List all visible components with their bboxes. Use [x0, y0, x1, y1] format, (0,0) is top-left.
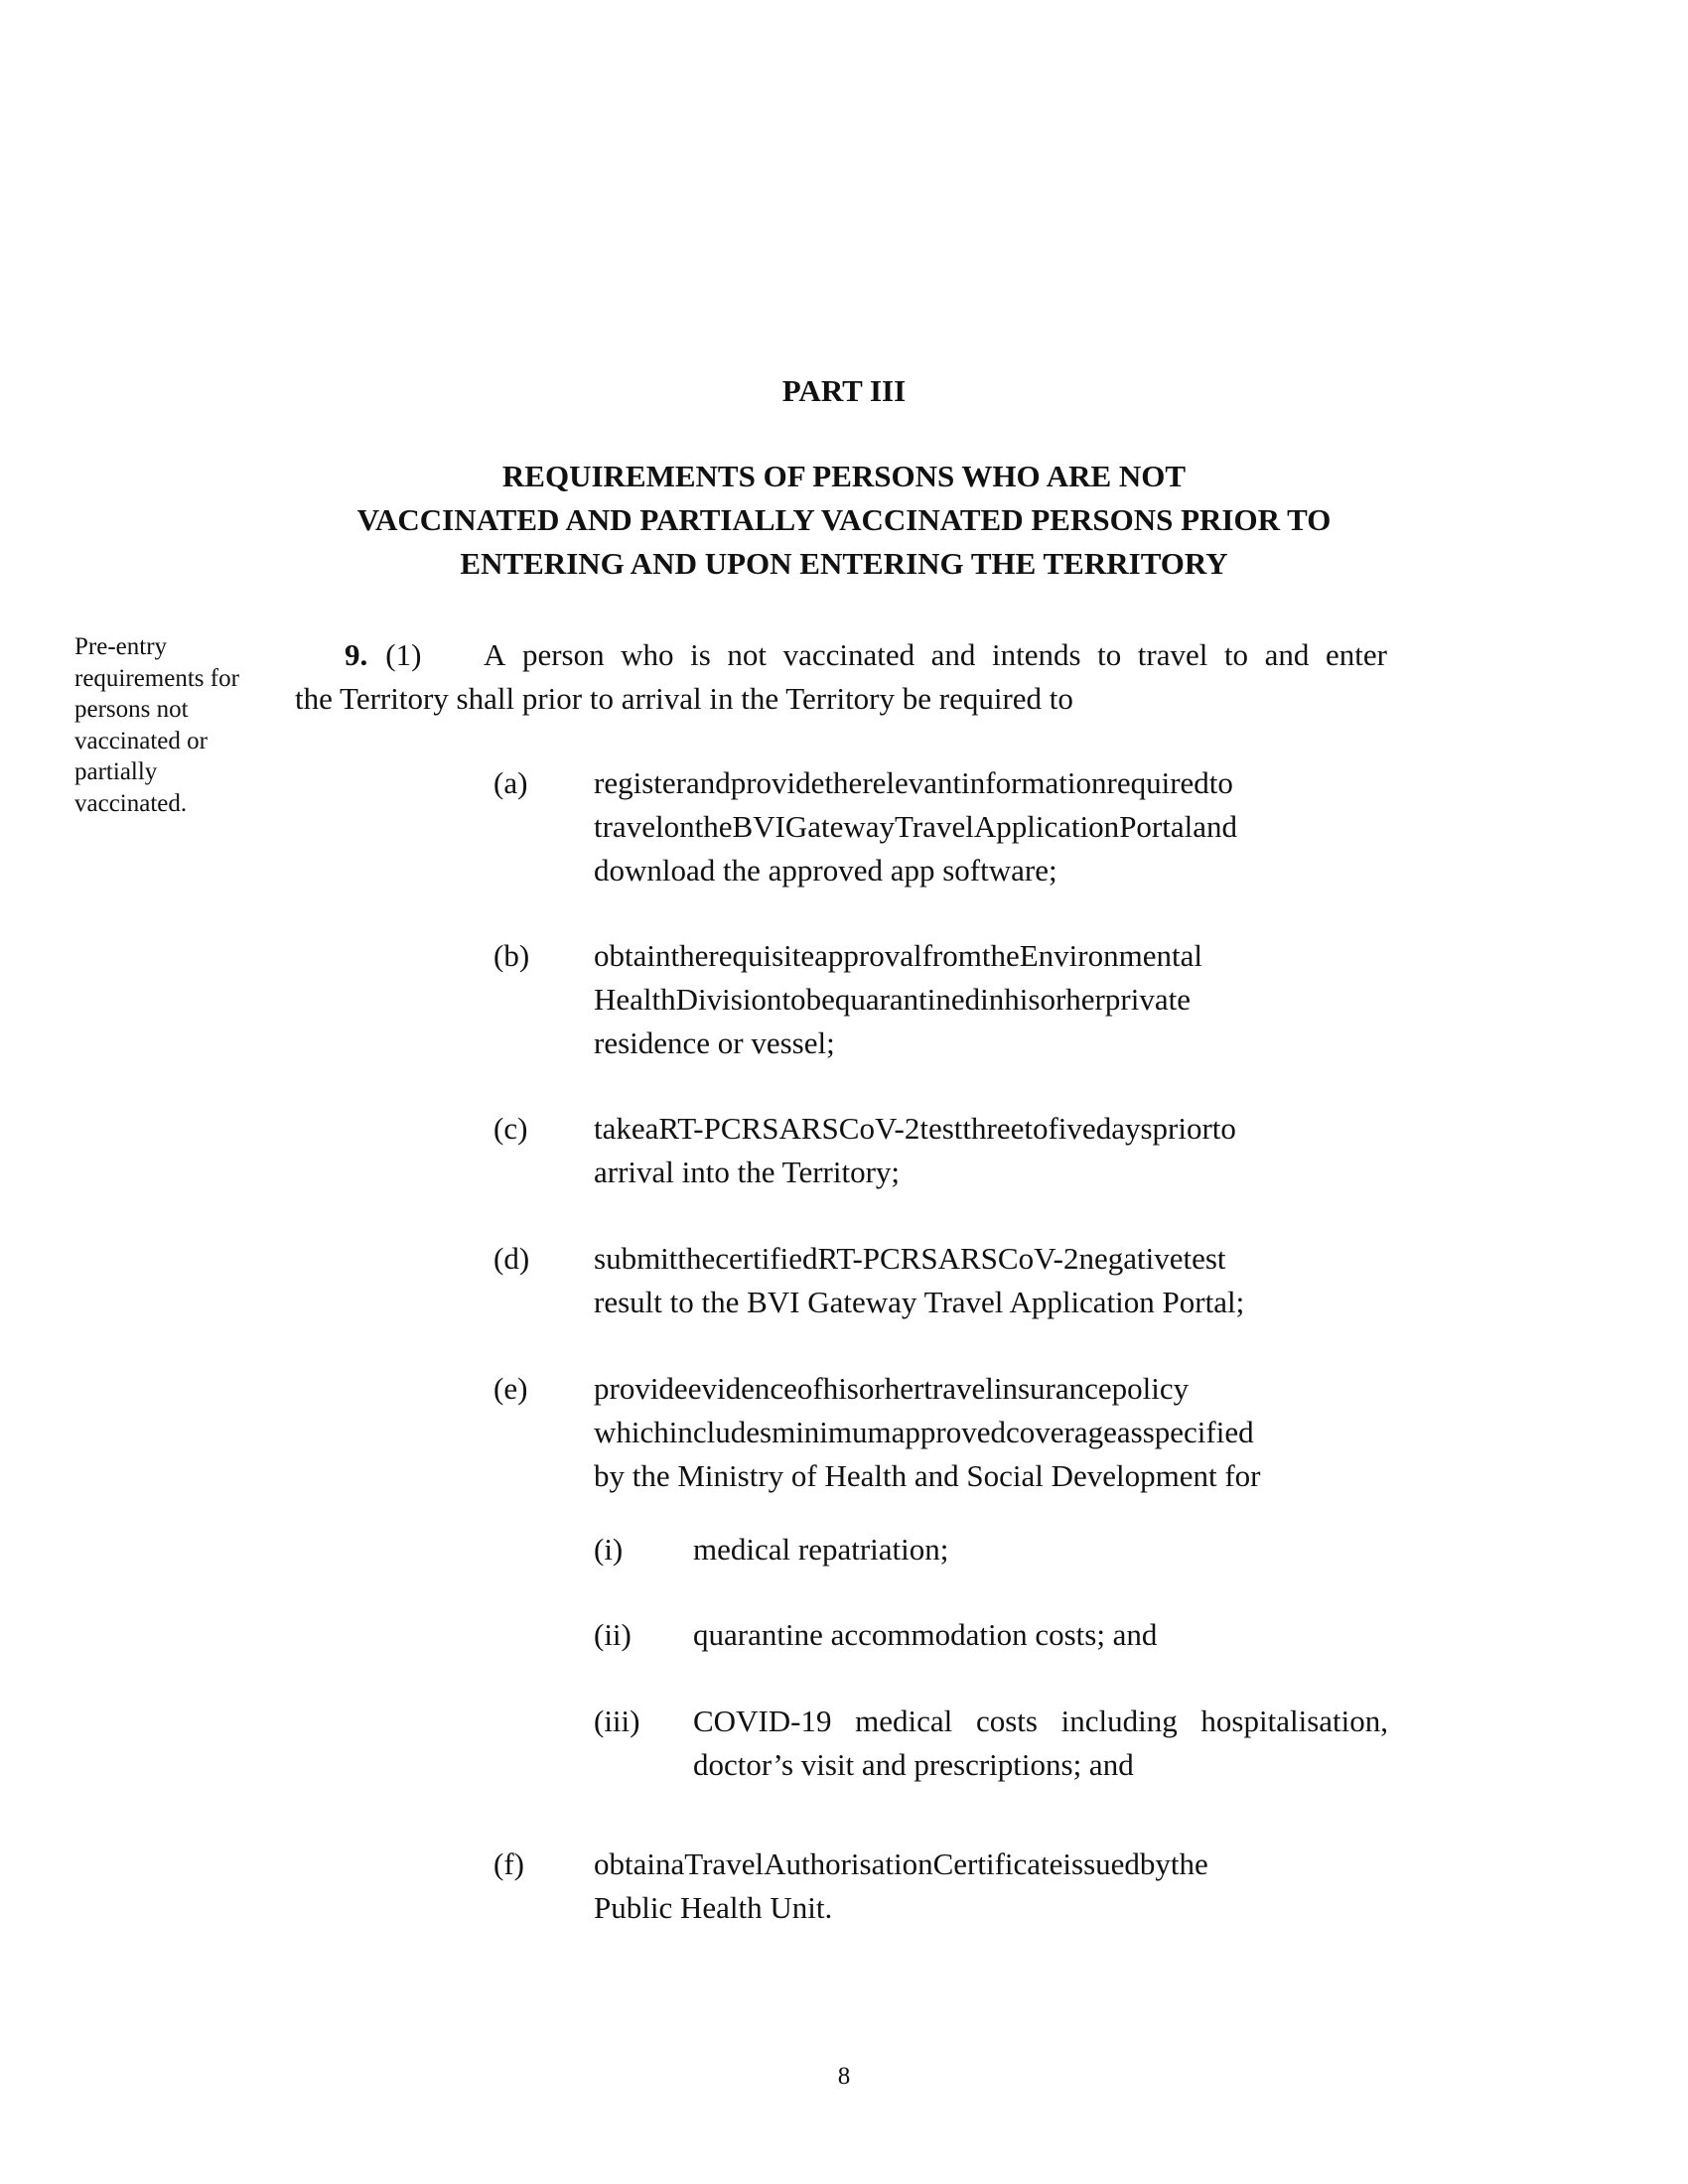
text-line: quarantine accommodation costs; and [693, 1617, 1158, 1652]
word: negative [1078, 1241, 1184, 1276]
word: CoV-2 [838, 1111, 920, 1146]
word: policy [1111, 1371, 1190, 1406]
word: minimum [772, 1415, 892, 1449]
word: specified [1142, 1415, 1254, 1449]
subitem-label: (iii) [594, 1704, 640, 1738]
word: her [884, 1371, 924, 1406]
item-label: (f) [493, 1846, 524, 1881]
text-line [594, 805, 1387, 849]
word: evidence [687, 1371, 797, 1406]
section-lead-text [484, 633, 1387, 677]
word: travel [594, 809, 664, 844]
text-line: Public Health Unit. [594, 1890, 833, 1925]
word: includes [668, 1415, 773, 1449]
word: prior [1152, 1111, 1212, 1146]
word: of [796, 1371, 823, 1406]
word: the [670, 938, 709, 973]
word: Travel [895, 809, 974, 844]
margin-note-line: vaccinated. [74, 789, 188, 817]
word: Division [675, 982, 782, 1017]
heading-line: ENTERING AND UPON ENTERING THE TERRITORY [460, 546, 1228, 581]
word: his [1004, 982, 1041, 1017]
lead-word: is [690, 637, 711, 672]
word: issued [1062, 1846, 1140, 1881]
margin-note-line: partially [74, 758, 158, 785]
text-line: result to the BVI Gateway Travel Application Portal; [594, 1285, 1245, 1319]
word: Application [973, 809, 1120, 844]
subitem-label: (ii) [594, 1617, 632, 1652]
lead-word: who [621, 637, 674, 672]
lead-word: intends [991, 637, 1081, 672]
word: RT-PCR [658, 1111, 763, 1146]
lead-word: and [930, 637, 976, 672]
text-line [594, 761, 1387, 805]
margin-note-line: requirements for [74, 664, 239, 692]
word: be [805, 982, 835, 1017]
word: three [962, 1111, 1025, 1146]
word: required [1106, 765, 1209, 800]
subitem-text [693, 1613, 1388, 1657]
word: by [1139, 1846, 1171, 1881]
word: the [694, 809, 733, 844]
text-line: doctor’s visit and prescriptions; and [693, 1747, 1134, 1782]
subsection-number: (1) [385, 637, 422, 672]
word: Authorisation [764, 1846, 933, 1881]
word: provide [730, 765, 825, 800]
word: her [1065, 982, 1105, 1017]
item-text [594, 761, 1387, 892]
margin-note-line: persons not [74, 696, 189, 723]
word: obtain [594, 938, 671, 973]
word: to [781, 982, 806, 1017]
word: COVID-19 [693, 1704, 832, 1738]
word: take [594, 1111, 645, 1146]
word: the [981, 938, 1020, 973]
word: relevant [862, 765, 962, 800]
word: coverage [1006, 1415, 1117, 1449]
item-text [594, 1367, 1387, 1498]
subitem-text [693, 1528, 1388, 1571]
word: on [663, 809, 695, 844]
word: as [1116, 1415, 1143, 1449]
word: his [822, 1371, 859, 1406]
item-label: (a) [493, 765, 528, 800]
text-line: medical repatriation; [693, 1532, 949, 1567]
item-text [594, 1107, 1387, 1194]
word: the [1170, 1846, 1208, 1881]
heading-line: REQUIREMENTS OF PERSONS WHO ARE NOT [501, 459, 1187, 493]
text-line: arrival into the Territory; [594, 1155, 901, 1189]
part-heading [248, 455, 1440, 586]
word: Environmental [1019, 938, 1202, 973]
word: and [1193, 809, 1238, 844]
page-number: 8 [837, 2063, 851, 2090]
section-lead-line: the Territory shall prior to arrival in the Territory be required to [295, 681, 1073, 716]
word: approval [814, 938, 922, 973]
subitem-text [693, 1700, 1388, 1787]
item-label: (e) [493, 1371, 528, 1406]
text-line: by the Ministry of Health and Social Development for [594, 1458, 1261, 1493]
word: Certificate [932, 1846, 1063, 1881]
word: or [858, 1371, 885, 1406]
word: register [594, 765, 686, 800]
word: requisite [708, 938, 815, 973]
heading-line: VACCINATED AND PARTIALLY VACCINATED PERSONS PRIOR TO [356, 502, 1332, 537]
lead-word: enter [1325, 637, 1387, 672]
item-text [594, 934, 1387, 1065]
word: BVI [732, 809, 785, 844]
word: SARS [762, 1111, 839, 1146]
text-line [594, 934, 1387, 978]
text-line [693, 1700, 1388, 1743]
lead-word: to [1097, 637, 1122, 672]
word: and [685, 765, 731, 800]
word: Gateway [784, 809, 896, 844]
text-line [594, 1843, 1387, 1886]
word: private [1104, 982, 1191, 1017]
margin-note-line: Pre-entry [74, 633, 168, 660]
word: medical [855, 1704, 953, 1738]
lead-word: not [727, 637, 767, 672]
word: approved [891, 1415, 1006, 1449]
text-line [594, 1107, 1387, 1151]
word: SARS [920, 1241, 998, 1276]
word: which [594, 1415, 669, 1449]
lead-word: person [521, 637, 605, 672]
item-label: (b) [493, 938, 530, 973]
word: travel [923, 1371, 994, 1406]
word: to [1208, 765, 1233, 800]
word: submit [594, 1241, 678, 1276]
text-line: residence or vessel; [594, 1025, 835, 1060]
margin-note [74, 631, 273, 819]
word: RT-PCR [817, 1241, 921, 1276]
text-line: download the approved app software; [594, 853, 1057, 887]
lead-word: vaccinated [782, 637, 915, 672]
word: obtain [594, 1846, 671, 1881]
word: test [1183, 1241, 1226, 1276]
section-number: 9. [345, 637, 368, 672]
word: days [1095, 1111, 1153, 1146]
word: the [824, 765, 863, 800]
word: quarantined [834, 982, 981, 1017]
item-label: (c) [493, 1111, 528, 1146]
word: Health [594, 982, 676, 1017]
lead-word: travel [1137, 637, 1208, 672]
lead-word: A [484, 637, 506, 672]
word: Portal [1119, 809, 1194, 844]
word: from [921, 938, 982, 973]
word: CoV-2 [997, 1241, 1079, 1276]
lead-word: to [1223, 637, 1249, 672]
section-9-lead [295, 633, 1387, 721]
word: certified [715, 1241, 818, 1276]
item-text [594, 1843, 1387, 1930]
word: including [1060, 1704, 1178, 1738]
item-text [594, 1237, 1387, 1324]
word: to [1211, 1111, 1236, 1146]
word: costs [975, 1704, 1038, 1738]
text-line [594, 1367, 1387, 1411]
word: a [670, 1846, 685, 1881]
word: information [961, 765, 1107, 800]
part-title: PART III [781, 373, 907, 408]
margin-note-line: vaccinated or [74, 727, 208, 754]
text-line [594, 1237, 1387, 1281]
word: insurance [993, 1371, 1112, 1406]
item-label: (d) [493, 1241, 530, 1276]
text-line [594, 978, 1387, 1022]
word: or [1040, 982, 1066, 1017]
word: in [980, 982, 1005, 1017]
word: hospitalisation, [1200, 1704, 1388, 1738]
word: a [644, 1111, 659, 1146]
word: provide [594, 1371, 688, 1406]
word: five [1048, 1111, 1096, 1146]
word: to [1024, 1111, 1049, 1146]
lead-word: and [1264, 637, 1310, 672]
text-line [594, 1411, 1387, 1454]
section-lead-line [295, 633, 1387, 677]
word: test [919, 1111, 963, 1146]
word: the [677, 1241, 716, 1276]
word: Travel [684, 1846, 765, 1881]
subitem-label: (i) [594, 1532, 624, 1567]
